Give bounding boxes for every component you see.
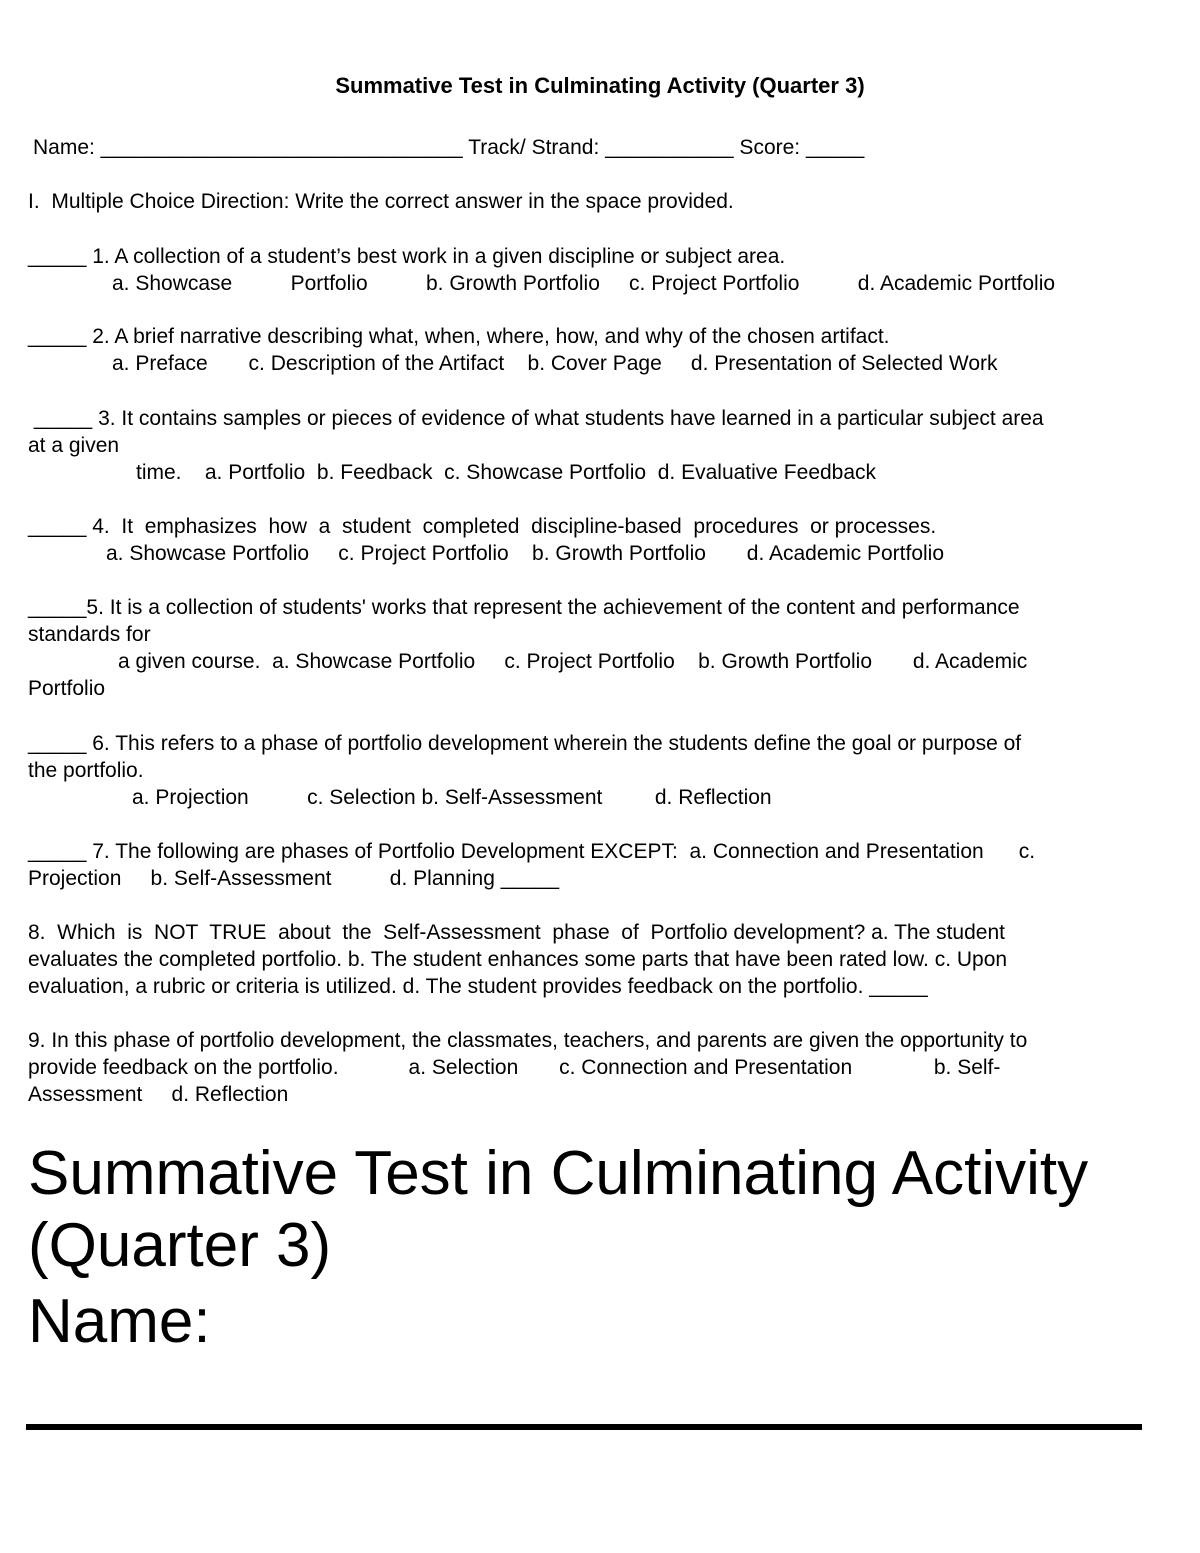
question-6-stem: _____ 6. This refers to a phase of portfolio development wherein the students define the goal or purpose of [28,732,1022,755]
question-6-choices: a. Projection c. Selection b. Self-Assessment d. Reflection [132,786,772,809]
footer-big-title-line-2: (Quarter 3) [28,1211,332,1280]
question-7-stem: _____ 7. The following are phases of Portfolio Development EXCEPT: a. Connection and Presentation c. [28,840,1036,863]
document-title: Summative Test in Culminating Activity (Quarter 3) [335,73,865,98]
question-9-line-2: provide feedback on the portfolio. a. Selection c. Connection and Presentation b. Self- [28,1056,1001,1079]
question-4-stem: _____ 4. It emphasizes how a student completed discipline-based procedures or processes. [28,515,937,538]
question-3-stem: _____ 3. It contains samples or pieces of evidence of what students have learned in a particular subject area [28,407,1044,430]
header-fields-line: Name: _______________________________ Track/ Strand: ___________ Score: _____ [33,136,865,159]
question-8-line-1: 8. Which is NOT TRUE about the Self-Assessment phase of Portfolio development? a. The student [28,921,1005,944]
question-2-stem: _____ 2. A brief narrative describing what, when, where, how, and why of the chosen artifact. [28,325,890,348]
question-5-choices-cont: Portfolio [28,677,106,700]
question-9-line-1: 9. In this phase of portfolio development, the classmates, teachers, and parents are given the opportunity to [28,1029,1028,1052]
question-5-stem-cont: standards for [28,623,151,646]
footer-big-title-line-1: Summative Test in Culminating Activity [28,1139,1089,1208]
name-underline-rule [26,1424,1142,1430]
question-2-choices: a. Preface c. Description of the Artifact b. Cover Page d. Presentation of Selected Work [112,352,998,375]
question-3-choices: time. a. Portfolio b. Feedback c. Showcase Portfolio d. Evaluative Feedback [136,461,877,484]
question-4-choices: a. Showcase Portfolio c. Project Portfolio b. Growth Portfolio d. Academic Portfolio [106,542,945,565]
question-1-stem: _____ 1. A collection of a student’s best work in a given discipline or subject area. [28,245,786,268]
question-9-line-3: Assessment d. Reflection [28,1083,289,1106]
question-5-choices: a given course. a. Showcase Portfolio c. Project Portfolio b. Growth Portfolio d. Academic [118,650,1028,673]
question-7-stem-cont: Projection b. Self-Assessment d. Planning _____ [28,867,560,890]
question-1-choices: a. Showcase Portfolio b. Growth Portfolio c. Project Portfolio d. Academic Portfolio [112,272,1056,295]
question-8-line-2: evaluates the completed portfolio. b. The student enhances some parts that have been rated low. c. Upon [28,948,1008,971]
question-5-stem: _____5. It is a collection of students' works that represent the achievement of the content and performance [28,596,1020,619]
question-3-stem-cont: at a given [28,434,120,457]
question-8-line-3: evaluation, a rubric or criteria is utilized. d. The student provides feedback on the portfolio. _____ [28,975,928,998]
section-direction: I. Multiple Choice Direction: Write the correct answer in the space provided. [28,190,734,213]
footer-big-name-label: Name: [28,1287,211,1356]
question-6-stem-cont: the portfolio. [28,759,144,782]
